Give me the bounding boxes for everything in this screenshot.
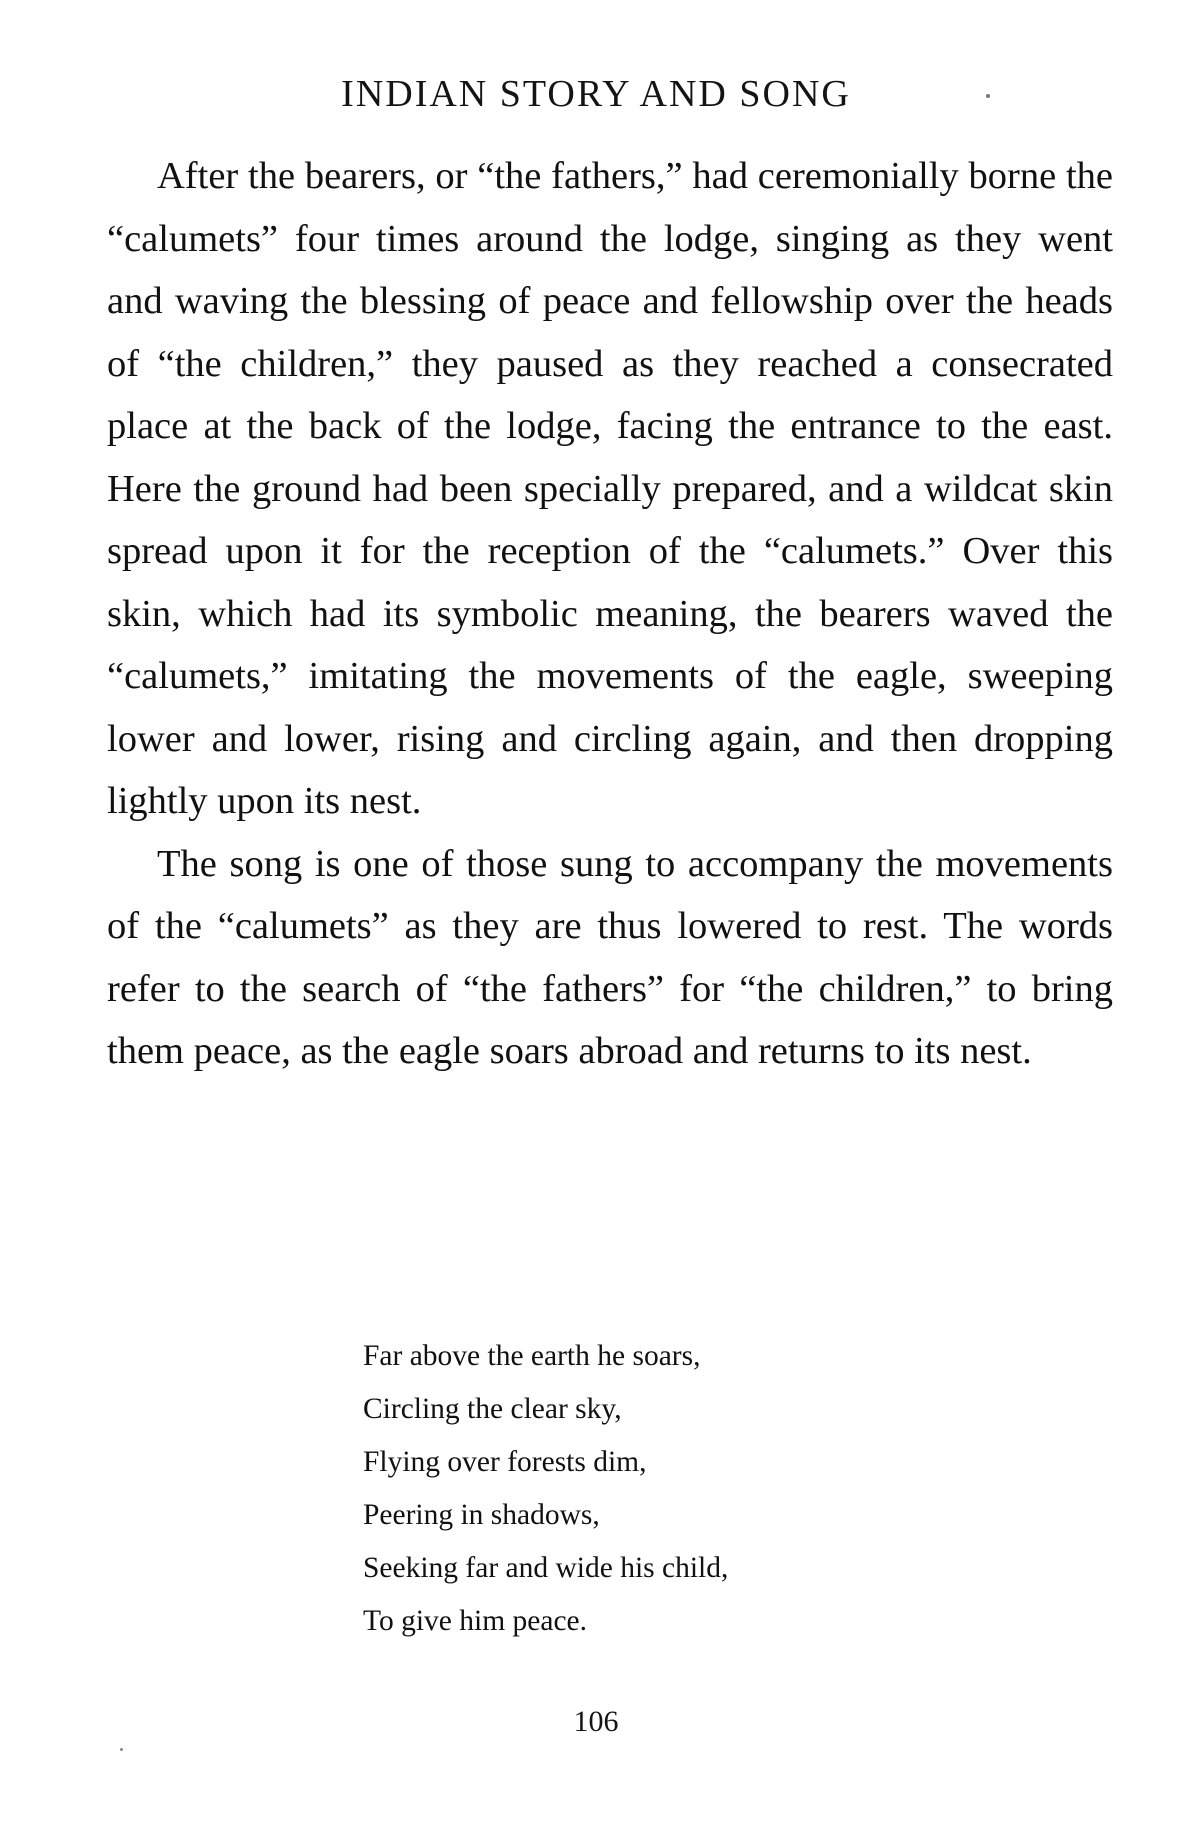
paragraph-2: The song is one of those sung to accompany the movements of the “calumets” as they are thus lowered to rest. The words refer to the search of “the fathers” for “the children,” to bring them peace, as the eagle soars abroad and returns to its nest. — [107, 842, 1113, 1072]
body-text — [107, 145, 1113, 1083]
poem-line: To give him peace. — [363, 1605, 588, 1637]
running-head-text: INDIAN STORY AND SONG — [341, 73, 851, 115]
poem-line: Seeking far and wide his child, — [363, 1552, 729, 1584]
print-speck — [986, 94, 990, 98]
poem-line: Peering in shadows, — [363, 1499, 600, 1531]
poem-line: Flying over forests dim, — [363, 1446, 647, 1478]
page-number: 106 — [573, 1705, 619, 1738]
running-head — [0, 72, 1192, 116]
poem-line: Far above the earth he soars, — [363, 1340, 701, 1372]
paragraph-1: After the bearers, or “the fathers,” had ceremonially borne the “calumets” four times around the lodge, singing as they went and waving the blessing of peace and fellowship over the heads of “the children,” they paused as they reached a consecrated place at the back of the lodge, facing the entrance to the east. Here the ground had been specially prepared, and a wildcat skin spread upon it for the reception of the “calumets.” Over this skin, which had its symbolic meaning, the bearers waved the “calumets,” imitating the movements of the eagle, sweeping lower and lower, rising and circling again, and then dropping lightly upon its nest. — [107, 155, 1113, 822]
poem — [363, 1330, 923, 1648]
print-speck — [120, 1748, 123, 1751]
poem-line: Circling the clear sky, — [363, 1393, 622, 1425]
